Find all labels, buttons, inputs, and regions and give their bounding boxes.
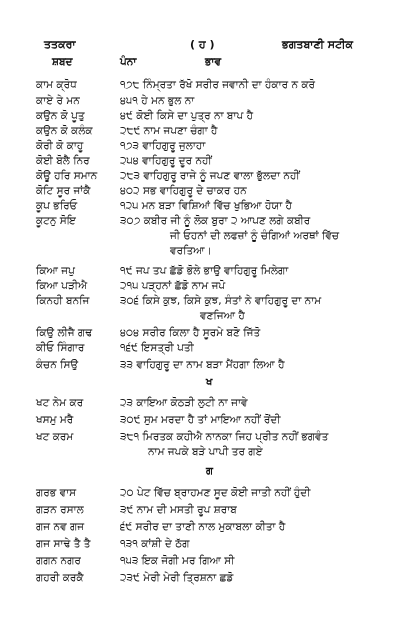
index-row <box>0 154 407 169</box>
row-text: ੨੩ ਕਾਇਆ ਕੋਠੜੀ ਲੁਟੀ ਨਾ ਜਾਵੇ <box>120 397 248 409</box>
index-row <box>0 554 407 569</box>
index-row <box>0 571 407 586</box>
row-continuation: ਵਣਜਿਆ ਹੈ <box>200 310 245 322</box>
row-word: ਕਿਆ ਪੜੀਐ <box>36 280 88 292</box>
index-row <box>0 94 407 109</box>
row-word: ਗਜ ਨਵ ਗਜ <box>36 521 85 533</box>
row-text: ੬੯ ਸਰੀਰ ਦਾ ਤਾਣੀ ਨਾਲ ਮੁਕਾਬਲਾ ਕੀਤਾ ਹੈ <box>120 521 286 533</box>
row-word: ਕੋਰੀ ਕੋ ਕਾਹੂ <box>36 140 84 152</box>
row-text: ੨੧੫ ਪੜ੍ਹਨਾਂ ਛੱਡੋ ਨਾਮ ਜਪੋ <box>120 280 226 292</box>
index-row <box>0 264 407 279</box>
header-center-letter: ( ਹ ) <box>190 38 215 51</box>
column-header-page: ਪੰਨਾ <box>120 56 137 68</box>
index-row <box>0 294 407 309</box>
index-row <box>0 214 407 229</box>
index-row <box>0 520 407 535</box>
header-left-title: ਤਤਕਰਾ <box>44 38 76 51</box>
row-word: ਕਉਨ ਕੋ ਪੂਤੁ <box>36 110 85 122</box>
column-header-word: ਸ਼ਬਦ <box>52 56 73 68</box>
row-text: ੧੯ ਜਪ ਤਪ ਛੱਡੋ ਭੋਲੇ ਭਾਉ ਵਾਹਿਗੁਰੂ ਮਿਲੇਗਾ <box>120 265 289 277</box>
row-text: ੧੭੮ ਨਿੰਮ੍ਰਤਾ ਰੱਖੋ ਸਰੀਰ ਜਵਾਨੀ ਦਾ ਹੰਕਾਰ ਨ ਕਰੋ <box>120 79 316 91</box>
header-right-title: ਭਗਤਬਾਣੀ ਸਟੀਕ <box>282 38 353 51</box>
index-row <box>0 486 407 501</box>
row-text: ੨੫੪ ਵਾਹਿਗੁਰੂ ਦੂਰ ਨਹੀਂ <box>120 155 212 167</box>
row-text: ੩੦੬ ਕਿਸੇ ਕੁਝ, ਕਿਸੇ ਕੁਝ, ਸੰਤਾਂ ਨੇ ਵਾਹਿਗੁਰੂ ਦਾ ਨਾਮ <box>120 295 322 307</box>
index-row <box>0 358 407 373</box>
row-text: ੧੭੩ ਵਾਹਿਗੁਰੂ ਜੁਲਾਹਾ <box>120 140 206 152</box>
row-word: ਗਹਰੀ ਕਰਕੈ <box>36 572 84 584</box>
row-text: ੨੮੩ ਵਾਹਿਗੁਰੂ ਰਾਜੇ ਨੂੰ ਜਪਣ ਵਾਲਾ ਭੁੱਲਦਾ ਨਹੀਂ <box>120 170 300 182</box>
row-word: ਕੂਪ ਭਰਿਓ <box>36 200 78 212</box>
row-word: ਗਜ ਸਾਢੇ ਤੈ ਤੈ <box>36 538 91 550</box>
index-row <box>0 199 407 214</box>
row-word: ਕੋਟਿ ਸੂਰ ਜਾਂਕੈ <box>36 185 91 197</box>
row-text: ੪੦੪ ਸਰੀਰ ਕਿਲਾ ਹੈ ਸੂਰਮੇ ਬਣੋ ਜਿੱਤੋ <box>120 327 261 339</box>
index-row <box>0 430 407 445</box>
row-word: ਕਾਮ ਕ੍ਰੋਧ <box>36 79 77 91</box>
row-continuation: ਨਾਮ ਜਪਕੇ ਬੜੇ ਪਾਪੀ ਤਰ ਗਏ <box>148 446 263 458</box>
row-word: ਕਾਏ ਰੇ ਮਨ <box>36 95 80 107</box>
index-row <box>0 279 407 294</box>
section-letter-g: ਗ <box>206 466 213 477</box>
row-text: ੧੨੫ ਮਨ ਬੜਾ ਵਿਸ਼ਿਆਂ ਵਿੱਚ ਖੁਭਿਆ ਹੋਯਾ ਹੈ <box>120 200 292 212</box>
row-word: ਕਉਨ ਕੋ ਕਲੰਕ <box>36 125 93 137</box>
row-word: ਗੜਨ ਰਸਾਲ <box>36 504 84 516</box>
index-row <box>0 503 407 518</box>
column-header-meaning: ਭਾਵ <box>205 56 222 68</box>
row-word: ਗਗਨ ਨਗਰ <box>36 555 81 567</box>
row-text: ੩੦੯ ਸੁਮ ਮਰਦਾ ਹੈ ਤਾਂ ਮਾਇਆ ਨਹੀਂ ਰੋਂਦੀ <box>120 414 281 426</box>
row-word: ਗਰਭ ਵਾਸ <box>36 487 77 499</box>
index-row <box>0 537 407 552</box>
row-word: ਕੋਈ ਬੋਲੈ ਨਿਰ <box>36 155 90 167</box>
section-letter-kh: ਖ <box>206 377 213 388</box>
index-row <box>0 139 407 154</box>
row-word: ਖਸਮੁ ਮਰੈ <box>36 414 74 426</box>
index-row <box>0 413 407 428</box>
row-word: ਕੂਟਨੁ ਸੋਇ <box>36 215 76 227</box>
row-text: ੧੩੧ ਕਾਂਸ਼ੀ ਦੇ ਠੱਗ <box>120 538 190 550</box>
row-word: ਕੀਓ ਸਿੰਗਾਰ <box>36 342 85 354</box>
row-word: ਕਿਉ ਲੀਜੈ ਗਢ <box>36 327 93 339</box>
index-row <box>0 326 407 341</box>
row-continuation: ਜੀ ਓਹਨਾਂ ਦੀ ਲਫਜ਼ਾਂ ਨੂੰ ਚੰਗਿਆਂ ਅਰਥਾਂ ਵਿੱਚ <box>170 230 340 242</box>
row-word: ਕਿਨਹੀ ਬਨਜਿ <box>36 295 90 307</box>
row-text: ੧੬੯ ਇਸਤ੍ਰੀ ਪਤੀ <box>120 342 194 354</box>
row-text: ੪੫੧ ਹੇ ਮਨ ਭੁਲ ਨਾ <box>120 95 195 107</box>
row-word: ਕਿਆ ਜਪੁ <box>36 265 75 277</box>
index-row <box>0 169 407 184</box>
row-text: ੪੯ ਕੋਈ ਕਿਸੇ ਦਾ ਪੁਤ੍ਰ ਨਾ ਬਾਪ ਹੈ <box>120 110 254 122</box>
row-text: ੪੦੨ ਸਭ ਵਾਹਿਗੁਰੂ ਦੇ ਚਾਕਰ ਹਨ <box>120 185 247 197</box>
row-word: ਕੋਊ ਹਰਿ ਸਮਾਨ <box>36 170 98 182</box>
index-row <box>0 124 407 139</box>
row-text: ੨੩੯ ਮੇਰੀ ਮੇਰੀ ਤ੍ਰਿਸ਼ਨਾ ਛਡੋ <box>120 572 234 584</box>
row-text: ੨੮੯ ਨਾਮ ਜਪਣਾ ਚੰਗਾ ਹੈ <box>120 125 218 137</box>
index-row <box>0 396 407 411</box>
index-row <box>0 341 407 356</box>
row-word: ਖਟ ਕਰਮ <box>36 431 74 443</box>
row-text: ੨੦ ਪੇਟ ਵਿੱਚ ਬ੍ਰਾਹਮਣ ਸੂਦ ਕੋਈ ਜਾਤੀ ਨਹੀਂ ਹੁੰਦੀ <box>120 487 311 499</box>
index-row <box>0 78 407 93</box>
row-text: ੩੮੧ ਮਿਰਤਕ ਕਹੀਐ ਨਾਨਕਾ ਜਿਹ ਪ੍ਰੀਤ ਨਹੀਂ ਭਗਵੰਤ <box>120 431 329 443</box>
row-text: ੧੫੩ ਇਕ ਜੋਗੀ ਮਰ ਗਿਆ ਸੀ <box>120 555 235 567</box>
index-row <box>0 109 407 124</box>
row-text: ੩੩ ਵਾਹਿਗੁਰੂ ਦਾ ਨਾਮ ਬੜਾ ਮੈਂਹਗਾ ਲਿਆ ਹੈ <box>120 359 285 371</box>
row-word: ਕੰਚਨ ਸਿਉ <box>36 359 79 371</box>
row-text: ੩੦੭ ਕਬੀਰ ਜੀ ਨੂੰ ਲੋਕ ਬੁਰਾ ੨ ਆਪਣ ਲਗੇ ਕਬੀਰ <box>120 215 311 227</box>
row-text: ੩੯ ਨਾਮ ਦੀ ਮਸਤੀ ਰੂਪ ਸ਼ਰਾਬ <box>120 504 237 516</box>
index-row <box>0 184 407 199</box>
row-word: ਖਟ ਨੇਮ ਕਰ <box>36 397 84 409</box>
row-continuation: ਵਰਤਿਆ। <box>170 245 212 257</box>
